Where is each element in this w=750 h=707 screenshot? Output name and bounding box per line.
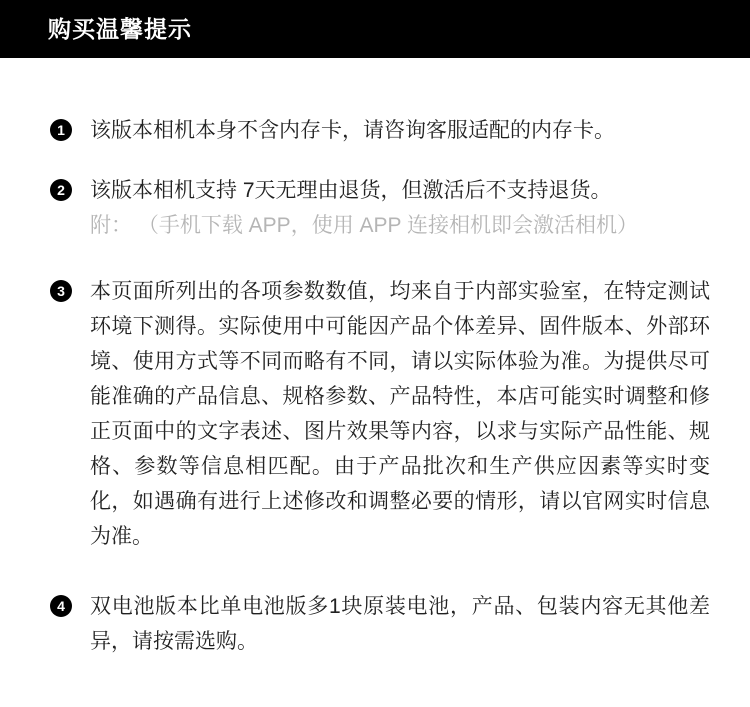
notice-item-1 — [50, 113, 710, 148]
notice-item-4-text: 双电池版本比单电池版多1块原装电池，产品、包装内容无其他差异，请按需选购。 — [90, 595, 710, 653]
notice-number-4-badge: 4 — [50, 595, 72, 617]
notice-list — [0, 58, 750, 659]
notice-item-3-body — [90, 274, 710, 554]
page-title: 购买温馨提示 — [48, 15, 192, 42]
notice-number-1-badge: 1 — [50, 119, 72, 141]
notice-item-2 — [50, 173, 710, 243]
notice-item-1-body — [90, 113, 710, 148]
notice-item-3-text: 本页面所列出的各项参数数值，均来自于内部实验室，在特定测试环境下测得。实际使用中可能因产品个体差异、固件版本、外部环境、使用方式等不同而略有不同，请以实际体验为准。为提供尽可能准确的产品信息、规格参数、产品特性，本店可能实时调整和修正页面中的文字表述、图片效果等内容，以求与实际产品性能、规格、参数等信息相匹配。由于产品批次和生产供应因素等实时变化，如遇确有进行上述修改和调整必要的情形，请以官网实时信息为准。 — [90, 280, 710, 548]
notice-item-3 — [50, 274, 710, 554]
notice-item-1-text: 该版本相机本身不含内存卡，请咨询客服适配的内存卡。 — [90, 119, 615, 142]
page-header — [0, 0, 750, 58]
notice-item-2-note: 附： （手机下载 APP，使用 APP 连接相机即会激活相机） — [90, 214, 638, 237]
notice-number-3-badge: 3 — [50, 280, 72, 302]
notice-item-2-body — [90, 173, 710, 243]
notice-item-2-text: 该版本相机支持 7天无理由退货，但激活后不支持退货。 — [90, 179, 612, 202]
notice-item-4 — [50, 589, 710, 659]
notice-item-4-body — [90, 589, 710, 659]
notice-number-2-badge: 2 — [50, 179, 72, 201]
